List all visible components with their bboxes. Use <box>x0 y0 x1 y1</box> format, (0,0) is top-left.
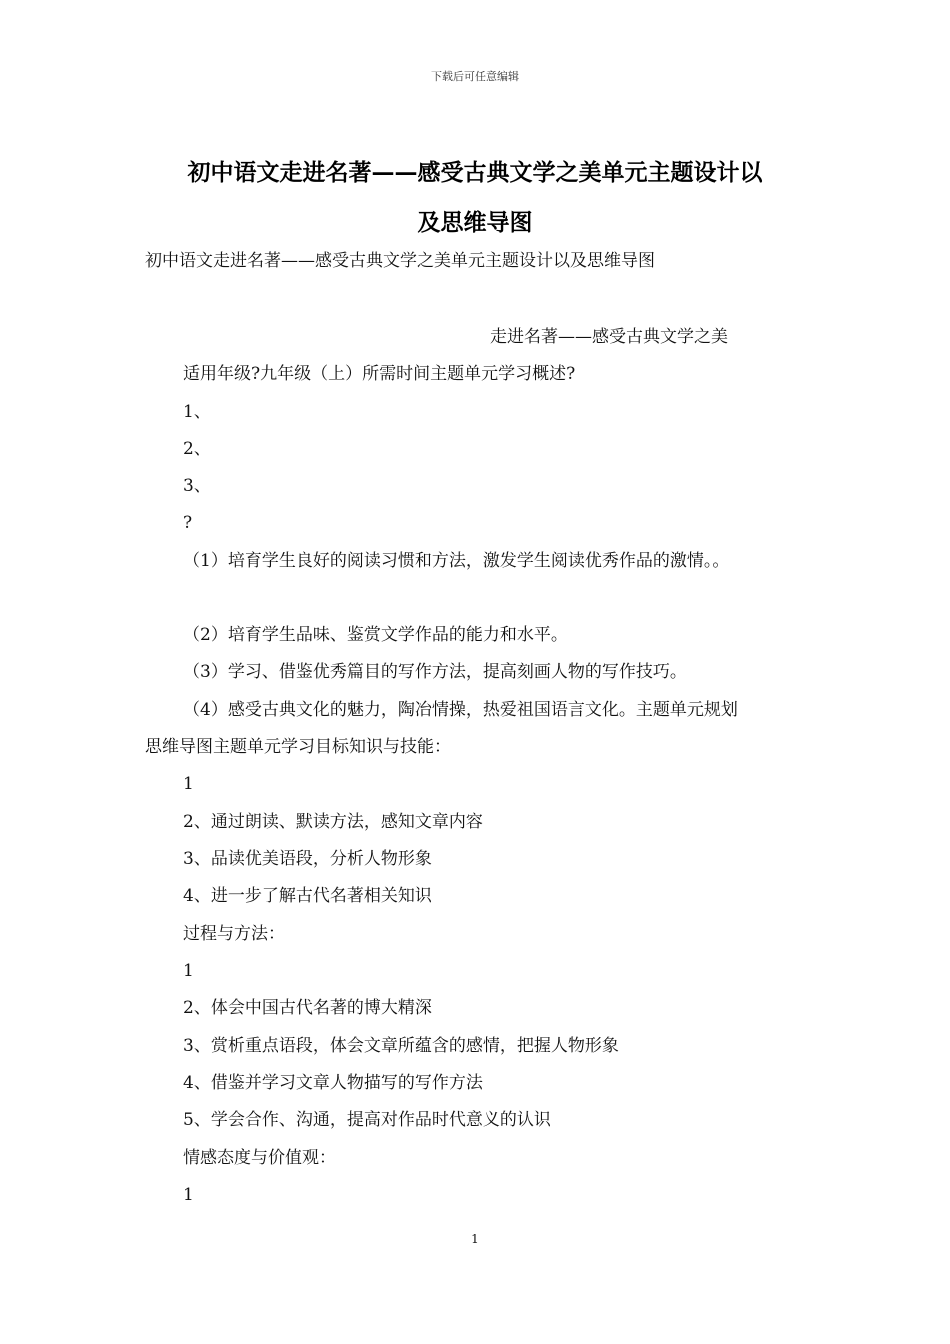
overview-item: ? <box>183 513 193 533</box>
knowledge-item: 2、通过朗读、默读方法，感知文章内容 <box>183 812 483 832</box>
knowledge-item: 3、品读优美语段，分析人物形象 <box>183 849 432 869</box>
overview-item: 2、 <box>183 439 211 459</box>
title-line-1: 初中语文走进名著——感受古典文学之美单元主题设计以 <box>187 159 763 186</box>
header-note: 下载后可任意编辑 <box>431 70 519 83</box>
process-item: 5、学会合作、沟通，提高对作品时代意义的认识 <box>183 1110 551 1130</box>
overview-item: 3、 <box>183 476 211 496</box>
title-line-2: 及思维导图 <box>417 209 533 236</box>
overview-item: 1、 <box>183 402 211 422</box>
knowledge-item: 1 <box>183 774 194 794</box>
emotion-heading: 情感态度与价值观： <box>183 1148 336 1168</box>
unit-name: 走进名著——感受古典文学之美 <box>490 327 728 347</box>
emotion-item: 1 <box>183 1185 194 1205</box>
goal-3: （3）学习、借鉴优秀篇目的写作方法，提高刻画人物的写作技巧。 <box>183 662 687 682</box>
process-item: 2、体会中国古代名著的博大精深 <box>183 998 432 1018</box>
process-item: 3、赏析重点语段，体会文章所蕴含的感情，把握人物形象 <box>183 1036 619 1056</box>
page-number: 1 <box>471 1232 479 1246</box>
process-heading: 过程与方法： <box>183 924 285 944</box>
goal-1: （1）培育学生良好的阅读习惯和方法，激发学生阅读优秀作品的激情。。 <box>183 551 730 571</box>
process-item: 4、借鉴并学习文章人物描写的写作方法 <box>183 1073 483 1093</box>
overview-line: 适用年级?九年级（上）所需时间主题单元学习概述? <box>183 364 576 384</box>
goal-4: （4）感受古典文化的魅力，陶冶情操，热爱祖国语言文化。主题单元规划 <box>183 700 738 720</box>
process-item: 1 <box>183 961 194 981</box>
goal-2: （2）培育学生品味、鉴赏文学作品的能力和水平。 <box>183 625 568 645</box>
subtitle: 初中语文走进名著——感受古典文学之美单元主题设计以及思维导图 <box>145 251 655 271</box>
document-title <box>145 148 805 248</box>
goal-4-continued: 思维导图主题单元学习目标知识与技能： <box>145 737 451 757</box>
knowledge-item: 4、进一步了解古代名著相关知识 <box>183 886 432 906</box>
